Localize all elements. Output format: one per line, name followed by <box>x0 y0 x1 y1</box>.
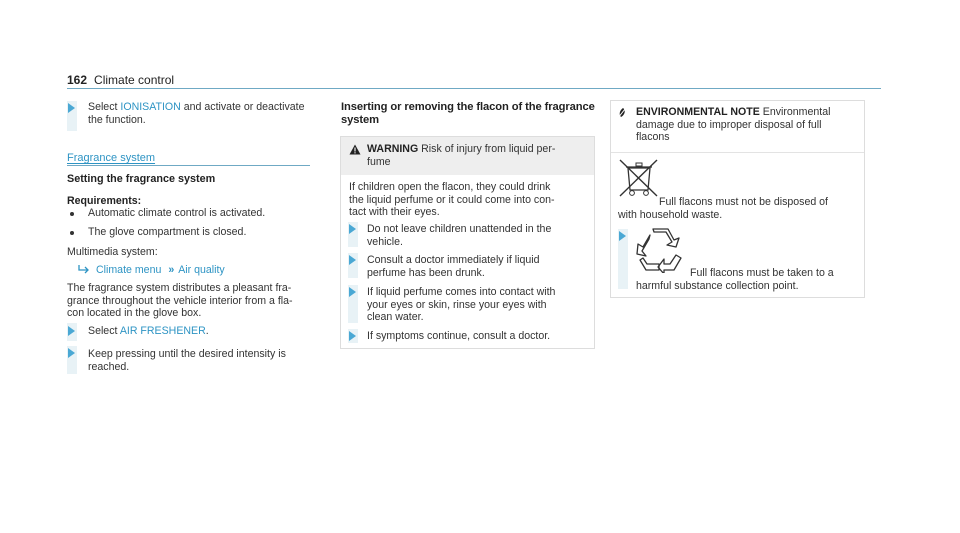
box-divider <box>611 152 864 153</box>
menu-arrow-icon <box>78 264 90 274</box>
bullet-icon <box>70 231 74 235</box>
step-arrow-icon <box>349 255 356 265</box>
air-freshener-link[interactable]: AIR FRESHENER <box>119 325 206 337</box>
section-title: Climate control <box>94 73 175 87</box>
warning-icon <box>349 144 361 155</box>
ionisation-link[interactable]: IONISATION <box>120 101 181 113</box>
step-select-ionisation: Select IONISATION and activate or deactivate the function. <box>88 101 305 126</box>
page-header <box>67 73 174 87</box>
double-chevron-icon: » <box>168 264 175 276</box>
warning-step-3: If liquid perfume comes into contact with your eyes or skin, rinse your eyes with clean water. <box>367 286 556 324</box>
collect-text-2: harmful substance collection point. <box>636 280 799 292</box>
setting-title: Setting the fragrance system <box>67 173 216 185</box>
step-arrow-icon <box>349 224 356 234</box>
warning-body: If children open the flacon, they could drink the liquid perfume or it could come into con- tact with their eyes. <box>349 181 555 219</box>
requirements-label: Requirements: <box>67 195 142 207</box>
environmental-note: ENVIRONMENTAL NOTE Environmental damage due to improper disposal of full flacons <box>636 106 831 144</box>
requirement-1: Automatic climate control is activated. <box>88 207 266 219</box>
step-arrow-icon <box>68 103 75 113</box>
environmental-label: ENVIRONMENTAL NOTE <box>636 106 760 118</box>
collect-text-1: Full flacons must be taken to a <box>690 267 834 279</box>
inserting-title: Inserting or removing the flacon of the fragrance system <box>341 101 595 126</box>
climate-menu-link[interactable]: Climate menu <box>96 264 162 276</box>
warning-step-2: Consult a doctor immediately if liquid perfume has been drunk. <box>367 254 540 279</box>
warning-text: WARNING Risk of injury from liquid per- fume <box>367 143 556 168</box>
step-arrow-icon <box>619 231 626 241</box>
warning-label: WARNING <box>367 143 419 155</box>
step-arrow-icon <box>349 331 356 341</box>
requirement-2: The glove compartment is closed. <box>88 226 247 238</box>
page-number: 162 <box>67 73 88 87</box>
fragrance-system-title[interactable]: Fragrance system <box>67 152 156 164</box>
air-quality-link[interactable]: Air quality <box>178 264 225 276</box>
warning-step-4: If symptoms continue, consult a doctor. <box>367 330 551 342</box>
crossed-bin-icon <box>617 158 661 198</box>
step-arrow-icon <box>68 326 75 336</box>
environment-icon <box>617 107 627 119</box>
multimedia-label: Multimedia system: <box>67 246 158 258</box>
step-select-air-freshener: Select AIR FRESHENER. <box>88 325 209 337</box>
dispose-text-2: with household waste. <box>618 209 723 221</box>
fragrance-rule <box>67 165 310 166</box>
step-keep-pressing: Keep pressing until the desired intensity is reached. <box>88 348 286 373</box>
bullet-icon <box>70 212 74 216</box>
fragrance-description: The fragrance system distributes a pleasant fra- grance throughout the vehicle interior from a fla- con located in the glove box. <box>67 282 293 320</box>
step-arrow-icon <box>349 287 356 297</box>
warning-step-1: Do not leave children unattended in the vehicle. <box>367 223 552 248</box>
menu-path <box>78 264 225 277</box>
dispose-text-1: Full flacons must not be disposed of <box>659 196 829 208</box>
recycle-icon <box>634 227 686 273</box>
header-rule <box>67 88 881 89</box>
step-arrow-icon <box>68 348 75 358</box>
